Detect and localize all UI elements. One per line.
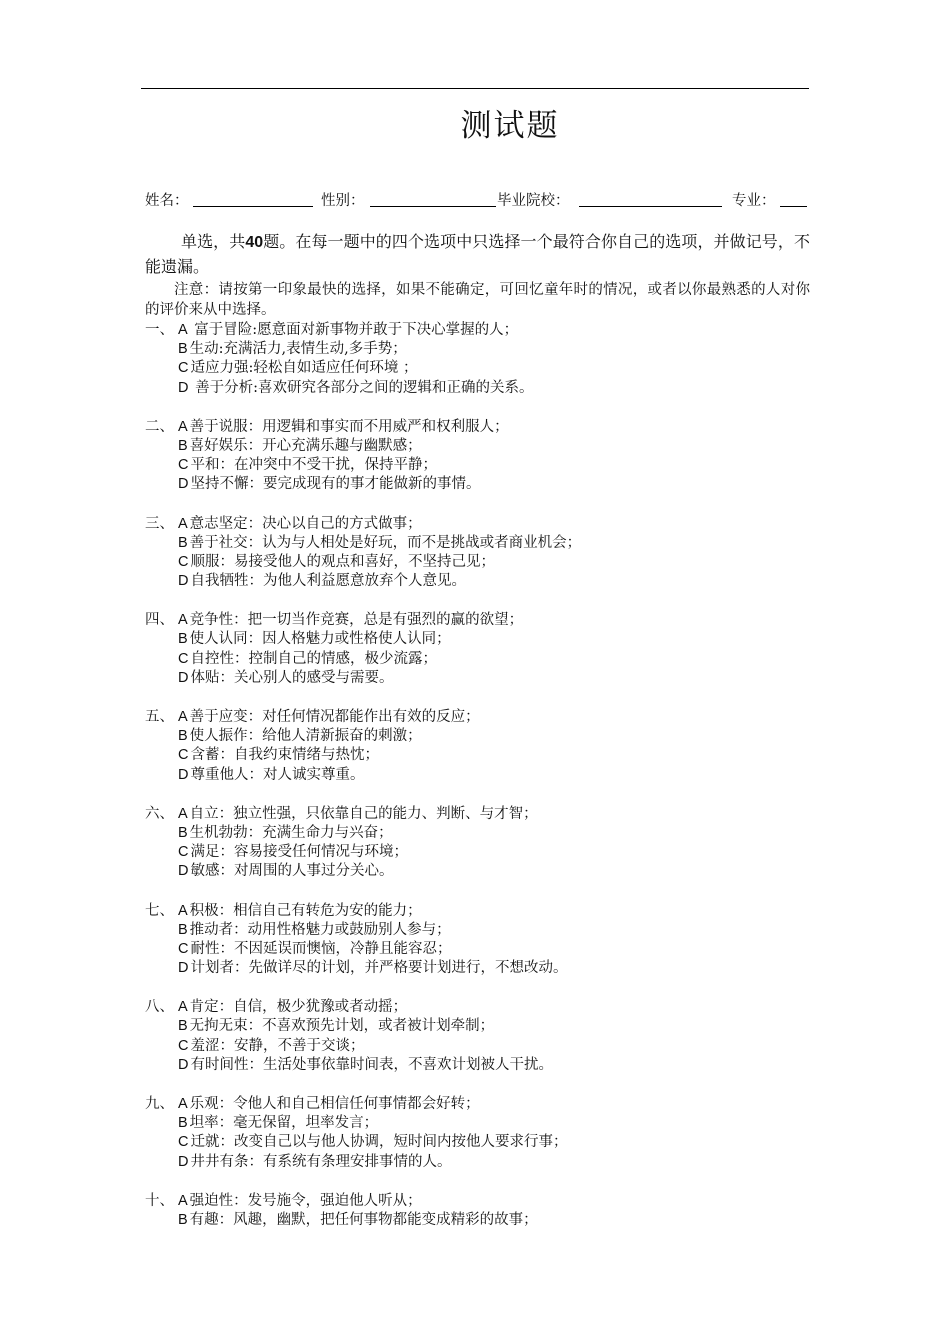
option-row[interactable] — [145, 650, 810, 669]
option-text: 顺服：易接受他人的观点和喜好，不坚持己见； — [190, 553, 495, 570]
option-row[interactable] — [145, 1153, 810, 1172]
option-row[interactable] — [145, 553, 810, 572]
option-text: 体贴：关心别人的感受与需要。 — [190, 669, 394, 686]
option-text: 含蓄：自我约束情绪与热忱； — [190, 747, 379, 764]
question-number: 二、 — [145, 418, 174, 435]
question-block — [145, 998, 810, 1075]
option-letter: C — [178, 650, 189, 667]
option-body — [178, 534, 581, 553]
option-text: 肯定：自信，极少犹豫或者动摇； — [189, 999, 408, 1016]
option-letter: C — [178, 1134, 189, 1151]
question-number: 三、 — [145, 515, 174, 532]
option-letter: A — [178, 999, 188, 1016]
option-row[interactable] — [145, 1211, 810, 1230]
option-body — [178, 359, 417, 378]
option-body — [178, 1095, 480, 1114]
note: 注意：请按第一印象最快的选择，如果不能确定，可回忆童年时的情况，或者以你最熟悉的人对你的评价来从中选择。 — [145, 282, 810, 318]
option-row[interactable] — [145, 708, 810, 727]
question-list — [145, 321, 810, 1250]
question-block — [145, 418, 810, 495]
info-row — [145, 189, 810, 213]
option-letter: C — [178, 360, 189, 377]
option-body — [178, 611, 523, 630]
option-letter: A — [178, 902, 188, 919]
option-row[interactable] — [145, 1095, 810, 1114]
option-letter: D — [178, 1056, 189, 1073]
option-letter: D — [178, 1153, 189, 1170]
option-row[interactable] — [145, 475, 810, 494]
option-text: 生动:充满活力,表情生动,多手势； — [189, 341, 407, 358]
option-body — [178, 902, 422, 921]
instructions — [145, 230, 810, 279]
option-text: 满足：容易接受任何情况与环境； — [190, 844, 408, 861]
option-body — [178, 630, 451, 649]
option-body — [178, 418, 509, 437]
option-body — [178, 456, 437, 475]
option-text: 使人振作：给他人清新振奋的刺激； — [189, 728, 422, 745]
option-row[interactable] — [145, 727, 810, 746]
option-row[interactable] — [145, 1192, 810, 1211]
option-letter: A — [178, 612, 188, 629]
option-text: 善于说服：用逻辑和事实而不用威严和权利服人； — [189, 418, 509, 435]
option-text: 意志坚定：决心以自己的方式做事； — [189, 515, 422, 532]
question-block — [145, 611, 810, 688]
option-letter: C — [178, 747, 189, 764]
option-row[interactable] — [145, 340, 810, 359]
intro-pre: 单选，共 — [181, 232, 246, 251]
option-row[interactable] — [145, 669, 810, 688]
option-body — [178, 669, 393, 688]
option-body — [178, 437, 422, 456]
name-label: 姓名： — [145, 193, 189, 209]
question-block — [145, 321, 810, 398]
option-body — [178, 1211, 538, 1230]
question-count: 40 — [245, 234, 264, 251]
option-row[interactable] — [145, 902, 810, 921]
option-text: 富于冒险:愿意面对新事物并敢于下决心掌握的人； — [189, 322, 519, 338]
option-letter: A — [178, 1192, 188, 1209]
question-number: 六、 — [145, 805, 174, 822]
option-text: 自控性：控制自己的情感，极少流露； — [190, 650, 437, 667]
option-letter: D — [178, 573, 189, 590]
option-body — [178, 515, 422, 534]
option-letter: B — [178, 631, 188, 648]
option-text: 坚持不懈：要完成现有的事才能做新的事情。 — [190, 476, 481, 493]
option-letter: D — [178, 379, 189, 396]
option-body — [178, 727, 422, 746]
option-text: 有趣：风趣，幽默，把任何事物都能变成精彩的故事； — [189, 1211, 538, 1228]
question-block — [145, 902, 810, 979]
option-letter: A — [178, 805, 188, 822]
option-letter: B — [178, 1211, 188, 1228]
option-row[interactable] — [145, 746, 810, 765]
option-text: 竞争性：把一切当作竞赛，总是有强烈的赢的欲望； — [189, 612, 524, 629]
option-text: 使人认同：因人格魅力或性格使人认同； — [189, 631, 451, 648]
option-letter: B — [178, 1018, 188, 1035]
option-text: 乐观：令他人和自己相信任何事情都会好转； — [189, 1096, 480, 1112]
option-row[interactable] — [145, 862, 810, 881]
intro-post: 题。在每一题中的四个选项中只选择一个最符合你自己的选项，并做记号，不能遗漏。 — [145, 232, 810, 276]
option-body — [178, 572, 466, 591]
school-field[interactable] — [579, 206, 722, 207]
option-letter: B — [178, 1115, 188, 1132]
option-letter: C — [178, 844, 189, 861]
option-letter: B — [178, 728, 188, 745]
option-row[interactable] — [145, 321, 810, 340]
question-number: 一、 — [145, 322, 174, 338]
gender-label: 性别： — [321, 193, 365, 209]
option-body — [178, 475, 480, 494]
option-letter: B — [178, 341, 188, 358]
school-label: 毕业院校： — [497, 193, 570, 209]
option-row[interactable] — [145, 515, 810, 534]
option-text: 推动者：动用性格魅力或鼓励别人参与； — [189, 921, 451, 938]
option-letter: C — [178, 1037, 189, 1054]
question-number: 七、 — [145, 902, 174, 919]
option-body — [178, 766, 364, 785]
option-body — [178, 553, 495, 572]
option-letter: A — [178, 322, 188, 338]
question-number: 九、 — [145, 1096, 174, 1112]
option-text: 自立：独立性强，只依靠自己的能力、判断、与才智； — [189, 805, 538, 822]
option-row[interactable] — [145, 805, 810, 824]
option-text: 适应力强:轻松自如适应任何环境 ； — [190, 360, 418, 377]
option-text: 无拘无束：不喜欢预先计划，或者被计划牵制； — [189, 1018, 495, 1035]
option-row[interactable] — [145, 1114, 810, 1133]
question-block — [145, 1095, 810, 1172]
option-letter: C — [178, 940, 189, 957]
option-row[interactable] — [145, 1017, 810, 1036]
option-letter: D — [178, 766, 189, 783]
option-body — [178, 1153, 451, 1172]
option-body — [178, 1114, 378, 1133]
option-text: 善于应变：对任何情况都能作出有效的反应； — [189, 709, 480, 725]
question-number: 五、 — [145, 709, 174, 725]
option-letter: A — [178, 1096, 188, 1112]
option-row[interactable] — [145, 940, 810, 959]
option-row[interactable] — [145, 379, 810, 398]
option-text: 井井有条：有系统有条理安排事情的人。 — [190, 1153, 452, 1170]
option-letter: B — [178, 824, 188, 841]
option-body — [178, 1133, 567, 1152]
major-label: 专业： — [732, 193, 776, 209]
option-body — [178, 340, 407, 359]
option-text: 羞涩：安静，不善于交谈； — [190, 1037, 365, 1054]
option-body — [178, 1017, 494, 1036]
option-row[interactable] — [145, 998, 810, 1017]
option-row[interactable] — [145, 359, 810, 378]
option-text: 计划者：先做详尽的计划，并严格要计划进行，不想改动。 — [190, 960, 568, 977]
question-block — [145, 1192, 810, 1230]
option-letter: D — [178, 863, 189, 880]
option-letter: D — [178, 669, 189, 686]
option-text: 喜好娱乐：开心充满乐趣与幽默感； — [189, 437, 422, 454]
option-row[interactable] — [145, 1056, 810, 1075]
option-row[interactable] — [145, 611, 810, 630]
option-text: 耐性：不因延误而懊恼，冷静且能容忍； — [190, 940, 452, 957]
gender-field[interactable] — [370, 206, 496, 207]
question-number: 八、 — [145, 999, 174, 1016]
option-letter: D — [178, 960, 189, 977]
option-row[interactable] — [145, 572, 810, 591]
option-body — [178, 1056, 553, 1075]
option-body — [178, 379, 533, 398]
option-body — [178, 746, 379, 765]
option-text: 积极：相信自己有转危为安的能力； — [189, 902, 422, 919]
option-letter: B — [178, 921, 188, 938]
name-field[interactable] — [193, 206, 313, 207]
option-row[interactable] — [145, 1133, 810, 1152]
option-body — [178, 650, 437, 669]
major-field[interactable] — [780, 206, 807, 207]
option-row[interactable] — [145, 1037, 810, 1056]
option-body — [178, 1037, 364, 1056]
option-text: 善于分析:喜欢研究各部分之间的逻辑和正确的关系。 — [190, 379, 534, 396]
option-body — [178, 940, 451, 959]
question-number: 四、 — [145, 612, 174, 629]
option-row[interactable] — [145, 437, 810, 456]
option-body — [178, 959, 567, 978]
question-block — [145, 708, 810, 785]
option-row[interactable] — [145, 534, 810, 553]
option-body — [178, 998, 407, 1017]
option-letter: B — [178, 534, 188, 551]
option-body — [178, 862, 393, 881]
option-row[interactable] — [145, 843, 810, 862]
option-text: 生机勃勃：充满生命力与兴奋； — [189, 824, 393, 841]
page-title: 测试题 — [460, 108, 560, 144]
option-letter: B — [178, 437, 188, 454]
option-text: 尊重他人：对人诚实尊重。 — [190, 766, 365, 783]
option-body — [178, 1192, 422, 1211]
option-text: 自我牺牲：为他人利益愿意放弃个人意见。 — [190, 573, 466, 590]
question-block — [145, 515, 810, 592]
option-text: 有时间性：生活处事依靠时间表，不喜欢计划被人干扰。 — [190, 1056, 553, 1073]
option-letter: A — [178, 515, 188, 532]
option-row[interactable] — [145, 766, 810, 785]
option-letter: A — [178, 418, 188, 435]
question-number: 十、 — [145, 1192, 174, 1209]
option-letter: D — [178, 476, 189, 493]
option-body — [178, 921, 451, 940]
option-body — [178, 805, 538, 824]
option-row[interactable] — [145, 418, 810, 437]
option-row[interactable] — [145, 824, 810, 843]
option-row[interactable] — [145, 630, 810, 649]
option-body — [178, 708, 480, 727]
option-text: 迁就：改变自己以与他人协调，短时间内按他人要求行事； — [190, 1134, 568, 1151]
option-text: 敏感：对周围的人事过分关心。 — [190, 863, 394, 880]
option-letter: A — [178, 709, 188, 725]
option-text: 善于社交：认为与人相处是好玩，而不是挑战或者商业机会； — [189, 534, 582, 551]
option-letter: C — [178, 457, 189, 474]
option-body — [178, 843, 408, 862]
option-letter: C — [178, 553, 189, 570]
top-rule — [141, 88, 809, 89]
option-body — [178, 321, 518, 340]
option-row[interactable] — [145, 921, 810, 940]
option-text: 平和：在冲突中不受干扰，保持平静； — [190, 457, 437, 474]
option-text: 强迫性：发号施令，强迫他人听从； — [189, 1192, 422, 1209]
question-block — [145, 805, 810, 882]
option-row[interactable] — [145, 959, 810, 978]
option-text: 坦率：毫无保留，坦率发言； — [189, 1115, 379, 1132]
option-body — [178, 824, 393, 843]
option-row[interactable] — [145, 456, 810, 475]
